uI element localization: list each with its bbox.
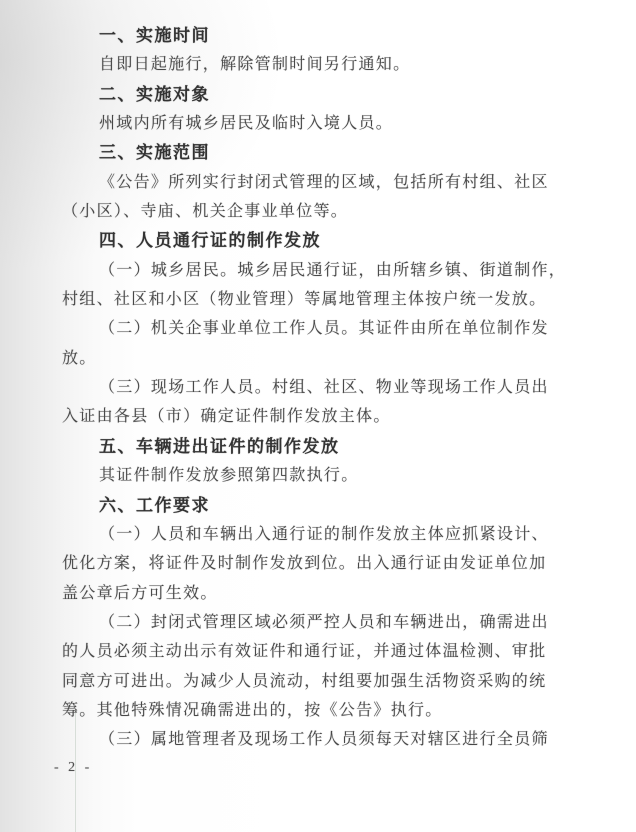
body-line: （三）现场工作人员。村组、社区、物业等现场工作人员出 xyxy=(99,379,549,397)
body-line: 的人员必须主动出示有效证件和通行证，并通过体温检测、审批 xyxy=(62,643,547,661)
body-line: （小区）、寺庙、机关企事业单位等。 xyxy=(62,203,349,221)
body-line: 筹。其他特殊情况确需进出的，按《公告》执行。 xyxy=(62,701,443,719)
document-lines xyxy=(62,21,567,755)
body-line: （二）封闭式管理区域必须严控人员和车辆进出，确需进出 xyxy=(99,613,549,631)
body-line: 州域内所有城乡居民及临时入境人员。 xyxy=(99,115,394,133)
heading-line: 六、工作要求 xyxy=(99,495,210,515)
heading-line: 三、实施范围 xyxy=(99,143,210,163)
body-line: 放。 xyxy=(62,349,97,367)
body-line: 盖公章后方可生效。 xyxy=(62,584,218,602)
body-line: 其证件制作发放参照第四款执行。 xyxy=(99,467,359,485)
page-number: - 2 - xyxy=(54,760,93,775)
heading-line: 四、人员通行证的制作发放 xyxy=(99,231,321,251)
body-line: （二）机关企事业单位工作人员。其证件由所在单位制作发 xyxy=(99,320,549,338)
heading-line: 二、实施对象 xyxy=(99,84,210,104)
heading-line: 五、车辆进出证件的制作发放 xyxy=(99,436,340,456)
body-line: （三）属地管理者及现场工作人员须每天对辖区进行全员筛 xyxy=(99,731,549,749)
body-line: （一）城乡居民。城乡居民通行证，由所辖乡镇、街道制作， xyxy=(99,261,567,279)
heading-line: 一、实施时间 xyxy=(99,26,210,45)
body-line: 村组、社区和小区（物业管理）等属地管理主体按户统一发放。 xyxy=(62,291,547,309)
body-line: （一）人员和车辆出入通行证的制作发放主体应抓紧设计、 xyxy=(99,525,549,543)
body-line: 同意方可进出。为减少人员流动，村组要加强生活物资采购的统 xyxy=(62,672,547,690)
body-line: 《公告》所列实行封闭式管理的区域，包括所有村组、社区 xyxy=(99,173,549,191)
body-line: 自即日起施行，解除管制时间另行通知。 xyxy=(99,56,411,74)
body-line: 入证由各县（市）确定证件制作发放主体。 xyxy=(62,408,391,426)
body-line: 优化方案，将证件及时制作发放到位。出入通行证由发证单位加 xyxy=(62,555,547,573)
